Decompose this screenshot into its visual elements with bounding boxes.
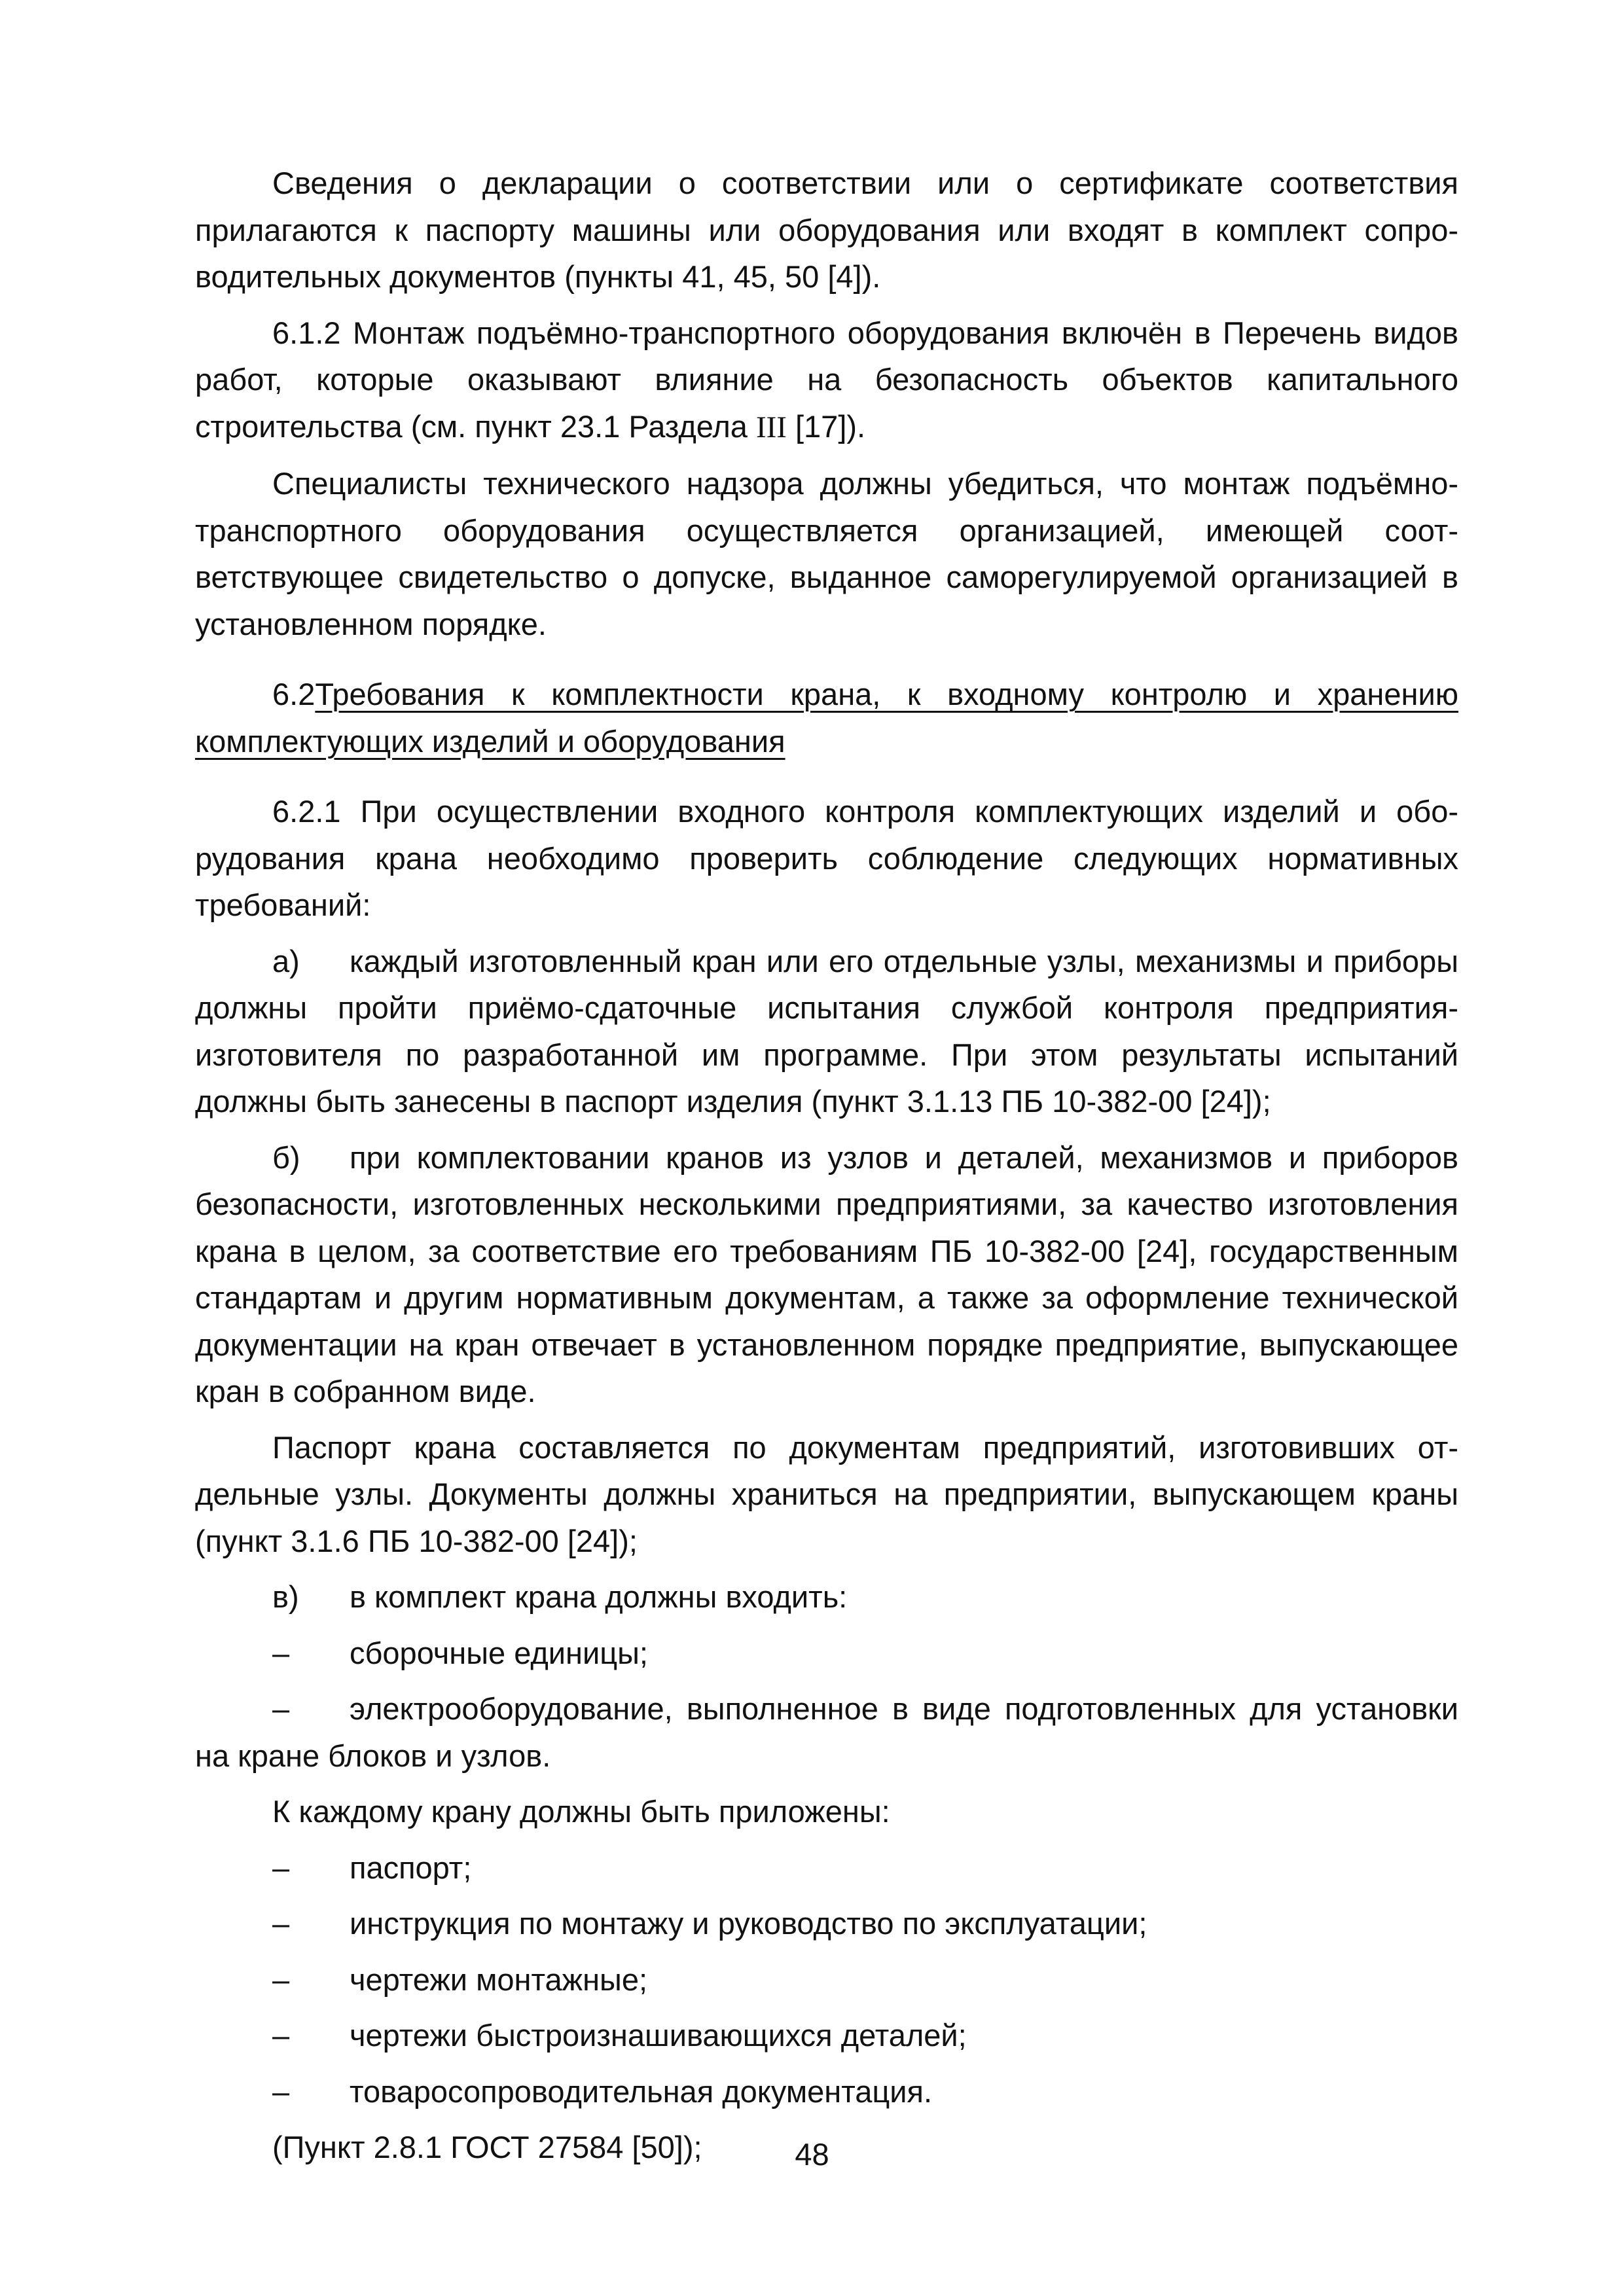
dash-item-wear-parts [195,2012,1458,2059]
dash-marker: – [272,1635,290,1670]
dash-item-electrical [195,1685,1458,1779]
dash-item-text: товаросопроводительная документация. [350,2073,933,2109]
dash-item-text: паспорт; [350,1850,472,1885]
list-item-b [195,1134,1458,1415]
paragraph-gost-reference: (Пункт 2.8.1 ГОСТ 27584 [50]); [272,2130,702,2164]
dash-item-passport [195,1844,1458,1892]
list-marker-b: б) [272,1139,300,1175]
section-title: Требования к комплектности крана, к входному контролю и хранению комплектующих изделий и оборудования [195,677,1458,759]
section-heading-6-2 [195,671,1458,764]
dash-item-drawings [195,1956,1458,2003]
paragraph-6-1-2-text-start: 6.1.2 Монтаж подъёмно-транспортного оборудования включён в Перечень видов работ, которые оказывают влияние на безопасность объектов капитального строительства (см. пункт 23.1 Раздела [195,315,1458,444]
dash-item-instructions [195,1900,1458,1947]
list-marker-a: а) [272,943,300,978]
section-number: 6.2 [272,677,316,711]
dash-item-assembly-units [195,1630,1458,1677]
roman-numeral: III [755,410,787,444]
list-item-b-text: при комплектовании кранов из узлов и деталей, механизмов и приборов безопасности, изготовленных несколькими предприятиями, за качество изготовления крана в целом, за соответствие его требованиям ПБ 10-382-00 [24], государственным стандартам и другим нормативным документам, а также за оформление технической документации на кран отвечает в установленном порядке предприятие, выпускающее кран в собранном виде. [195,1139,1458,1408]
paragraph-declaration: Сведения о декларации о соответствии или о сертификате соответствия прилагаются к паспорту машины или оборудования или входят в комплект сопроводительных документов (пункты 41, 45, 50 [4]). [195,166,1458,294]
paragraph-6-2-1: 6.2.1 При осуществлении входного контроля комплектующих изделий и оборудования крана необходимо проверить соблюдение следующих нормативных требований: [195,794,1458,922]
paragraph-passport: Паспорт крана составляется по документам предприятий, изготовивших отдельные узлы. Документы должны храниться на предприятии, выпускающем краны (пункт 3.1.6 ПБ 10-382-00 [24]); [195,1429,1458,1558]
dash-item-text: чертежи быстроизнашивающихся деталей; [350,2018,967,2053]
paragraph-attachments: К каждому крану должны быть приложены: [272,1794,890,1829]
list-marker-v: в) [272,1579,299,1614]
list-item-v [195,1573,1458,1621]
dash-marker: – [272,1691,290,1726]
dash-marker: – [272,1906,290,1941]
dash-item-shipping-docs [195,2068,1458,2115]
dash-marker: – [272,2018,290,2053]
dash-item-text: чертежи монтажные; [350,1962,648,1997]
dash-item-text: инструкция по монтажу и руководство по эксплуатации; [350,1906,1147,1941]
dash-marker: – [272,1962,290,1997]
paragraph-6-1-2-text-end: [17]). [786,408,866,444]
paragraph-specialists: Специалисты технического надзора должны убедиться, что монтаж подъёмно-транспортного оборудования осуществляется организацией, имеющей соответствующее свидетельство о допуске, выданное саморегулируемой организацией в установленном порядке. [195,466,1458,641]
list-item-v-text: в комплект крана должны входить: [350,1579,848,1614]
dash-marker: – [272,2073,290,2109]
page-number: 48 [795,2137,829,2172]
dash-item-text: электрооборудование, выполненное в виде подготовленных для установки на кране блоков и узлов. [195,1691,1458,1773]
paragraph-6-1-2 [195,310,1458,452]
dash-marker: – [272,1850,290,1885]
list-item-a [195,938,1458,1125]
page-body [195,160,1458,2180]
list-item-a-text: каждый изготовленный кран или его отдельные узлы, механизмы и приборы должны пройти приёмо-сдаточные испытания службой контроля предприятия-изготовителя по разработанной им программе. При этом результаты испытаний должны быть занесены в паспорт изделия (пункт 3.1.13 ПБ 10-382-00 [24]); [195,943,1458,1119]
dash-item-text: сборочные единицы; [350,1635,648,1670]
